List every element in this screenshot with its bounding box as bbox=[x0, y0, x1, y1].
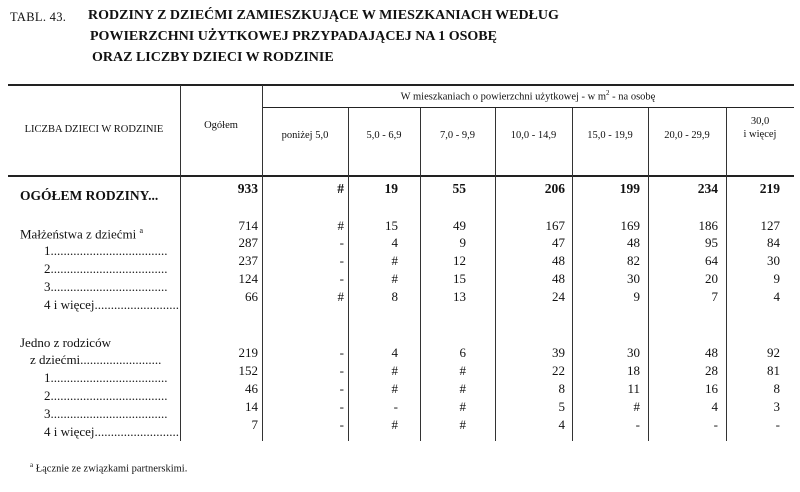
table-cell: 4 bbox=[391, 235, 398, 250]
col-header-10-14.9: 10,0 - 14,9 bbox=[510, 130, 557, 141]
table-cell: # bbox=[459, 417, 466, 432]
table-cell: 14 bbox=[245, 399, 258, 414]
table-cell: 24 bbox=[552, 289, 565, 304]
table-cell: 46 bbox=[245, 381, 258, 396]
table-cell: 11 bbox=[627, 381, 640, 396]
table-cell: # bbox=[391, 363, 398, 378]
table-cell: 9 bbox=[773, 271, 780, 286]
table-cell: # bbox=[337, 218, 344, 233]
table-cell: - bbox=[339, 253, 344, 268]
area-group-label: W mieszkaniach o powierzchni użytkowej - w m bbox=[400, 91, 607, 103]
table-cell: 127 bbox=[760, 218, 780, 233]
title-line-3: ORAZ LICZBY DZIECI W RODZINIE bbox=[92, 50, 334, 65]
table-cell: 9 bbox=[459, 235, 466, 250]
footnote-marker: a bbox=[30, 461, 34, 469]
table-cell: 4 bbox=[558, 417, 565, 432]
column-divider bbox=[648, 108, 649, 441]
column-divider bbox=[726, 108, 727, 441]
title-line-1: RODZINY Z DZIEĆMI ZAMIESZKUJĄCE W MIESZKANIACH WEDŁUG bbox=[88, 8, 559, 23]
table-cell: # bbox=[459, 399, 466, 414]
col-header-7-9.9: 7,0 - 9,9 bbox=[440, 130, 475, 141]
table-cell: 714 bbox=[238, 218, 258, 233]
col-header-15-19.9: 15,0 - 19,9 bbox=[587, 130, 633, 141]
table-cell: 4 bbox=[773, 289, 780, 304]
row-label-married-4plus: 4 i więcej.......................... bbox=[44, 297, 180, 312]
row-label-single-3: 3.................................... bbox=[44, 406, 168, 421]
row-label-total: OGÓŁEM RODZINY... bbox=[20, 188, 159, 203]
table-cell: 167 bbox=[545, 218, 565, 233]
row-label-married-1: 1.................................... bbox=[44, 243, 168, 258]
table-cell: 152 bbox=[238, 363, 258, 378]
col-header-below-5: poniżej 5,0 bbox=[281, 130, 329, 141]
table-cell: 933 bbox=[237, 181, 258, 196]
table-cell: 8 bbox=[391, 289, 398, 304]
column-divider bbox=[348, 108, 349, 441]
table-cell: 234 bbox=[697, 181, 718, 196]
footnote bbox=[30, 461, 187, 475]
row-label-single-4plus: 4 i więcej.......................... bbox=[44, 424, 180, 439]
table-cell: 66 bbox=[245, 289, 258, 304]
column-divider bbox=[180, 85, 181, 441]
total-header: Ogółem bbox=[204, 120, 238, 131]
table-cell: - bbox=[339, 345, 344, 360]
row-label-single-1: 1.................................... bbox=[44, 370, 168, 385]
table-cell: 6 bbox=[459, 345, 466, 360]
table-cell: 3 bbox=[773, 399, 780, 414]
table-cell: 169 bbox=[620, 218, 640, 233]
table-cell: - bbox=[775, 417, 780, 432]
table-cell: 92 bbox=[767, 345, 780, 360]
table-cell: 186 bbox=[698, 218, 718, 233]
married-label-text: Małżeństwa z dziećmi bbox=[20, 226, 137, 242]
table-cell: 47 bbox=[552, 235, 565, 250]
table-cell: # bbox=[337, 289, 344, 304]
column-divider bbox=[495, 108, 496, 441]
table-cell: - bbox=[635, 417, 640, 432]
table-cell: - bbox=[393, 399, 398, 414]
table-cell: 48 bbox=[705, 345, 718, 360]
header-group-rule bbox=[262, 107, 794, 108]
column-divider bbox=[420, 108, 421, 441]
table-cell: 49 bbox=[453, 218, 466, 233]
table-cell: - bbox=[339, 235, 344, 250]
row-label-single-2: 2.................................... bbox=[44, 388, 168, 403]
table-cell: # bbox=[391, 417, 398, 432]
table-cell: 8 bbox=[773, 381, 780, 396]
table-cell: 9 bbox=[633, 289, 640, 304]
table-cell: 55 bbox=[452, 181, 466, 196]
table-cell: 15 bbox=[385, 218, 398, 233]
table-cell: - bbox=[339, 417, 344, 432]
row-label-married bbox=[20, 226, 143, 242]
table-number: TABL. 43. bbox=[10, 10, 67, 24]
table-cell: 95 bbox=[705, 235, 718, 250]
row-label-single-parent: Jedno z rodziców bbox=[20, 335, 111, 350]
row-label-married-2: 2.................................... bbox=[44, 261, 168, 276]
table-cell: - bbox=[339, 271, 344, 286]
table-cell: 219 bbox=[759, 181, 780, 196]
table-cell: # bbox=[459, 363, 466, 378]
col-header-5-6.9: 5,0 - 6,9 bbox=[366, 130, 402, 141]
table-cell: 20 bbox=[705, 271, 718, 286]
header-bottom-rule bbox=[8, 175, 794, 177]
table-cell: - bbox=[339, 363, 344, 378]
table-cell: 237 bbox=[238, 253, 258, 268]
col-header-30-plus-line2: i więcej bbox=[743, 129, 777, 140]
table-cell: 48 bbox=[552, 271, 565, 286]
col-header-20-29.9: 20,0 - 29,9 bbox=[664, 130, 710, 141]
table-cell: 199 bbox=[619, 181, 640, 196]
table-cell: 124 bbox=[238, 271, 258, 286]
table-cell: 18 bbox=[627, 363, 640, 378]
table-cell: 64 bbox=[705, 253, 718, 268]
table-cell: - bbox=[339, 381, 344, 396]
row-label-married-3: 3.................................... bbox=[44, 279, 168, 294]
table-cell: 30 bbox=[627, 345, 640, 360]
col-header-30-plus-line1: 30,0 bbox=[750, 116, 770, 127]
table-cell: - bbox=[339, 399, 344, 414]
column-divider bbox=[572, 108, 573, 441]
table-cell: 39 bbox=[552, 345, 565, 360]
table-cell: 206 bbox=[544, 181, 565, 196]
table-cell: 7 bbox=[711, 289, 718, 304]
table-cell: # bbox=[459, 381, 466, 396]
table-cell: 30 bbox=[627, 271, 640, 286]
table-cell: 15 bbox=[453, 271, 466, 286]
table-cell: # bbox=[391, 381, 398, 396]
table-cell: 12 bbox=[453, 253, 466, 268]
area-group-suffix: - na osobę bbox=[609, 91, 656, 103]
table-cell: 84 bbox=[767, 235, 780, 250]
table-cell: 4 bbox=[391, 345, 398, 360]
table-cell: 28 bbox=[705, 363, 718, 378]
table-cell: 81 bbox=[767, 363, 780, 378]
row-label-single-parent-cont: z dziećmi......................... bbox=[30, 352, 162, 367]
table-cell: 30 bbox=[767, 253, 780, 268]
table-cell: 5 bbox=[558, 399, 565, 414]
table-cell: 8 bbox=[558, 381, 565, 396]
table-cell: 219 bbox=[238, 345, 258, 360]
stub-header: LICZBA DZIECI W RODZINIE bbox=[24, 124, 164, 135]
table-cell: # bbox=[633, 399, 640, 414]
table-cell: 16 bbox=[705, 381, 718, 396]
table-top-rule bbox=[8, 84, 794, 86]
table-cell: 48 bbox=[552, 253, 565, 268]
table-cell: 7 bbox=[251, 417, 258, 432]
area-unit-superscript: 2 bbox=[606, 89, 610, 97]
area-group-header bbox=[262, 89, 794, 103]
table-cell: 4 bbox=[711, 399, 718, 414]
table-cell: 287 bbox=[238, 235, 258, 250]
table-cell: # bbox=[391, 253, 398, 268]
table-cell: 13 bbox=[453, 289, 466, 304]
table-cell: 48 bbox=[627, 235, 640, 250]
table-cell: # bbox=[391, 271, 398, 286]
married-footnote-marker: a bbox=[139, 226, 144, 235]
table-cell: 19 bbox=[384, 181, 398, 196]
table-cell: # bbox=[337, 181, 344, 196]
table-cell: 82 bbox=[627, 253, 640, 268]
table-cell: - bbox=[713, 417, 718, 432]
footnote-text: Łącznie ze związkami partnerskimi. bbox=[33, 463, 188, 475]
title-line-2: POWIERZCHNI UŻYTKOWEJ PRZYPADAJĄCEJ NA 1 OSOBĘ bbox=[90, 29, 497, 44]
table-cell: 22 bbox=[552, 363, 565, 378]
